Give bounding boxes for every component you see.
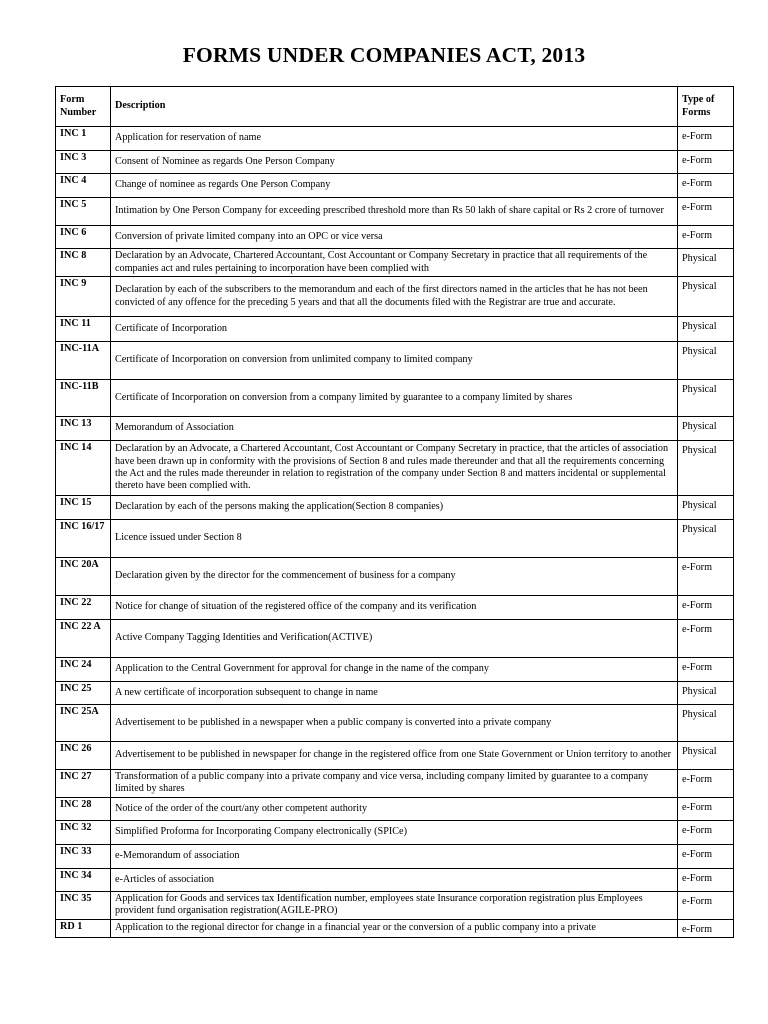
form-type-cell: e-Form: [678, 868, 734, 891]
form-number-cell: INC 6: [56, 226, 111, 249]
table-row: [56, 658, 734, 682]
form-type-cell: e-Form: [678, 891, 734, 919]
form-number-cell: INC 15: [56, 496, 111, 520]
form-number-cell: INC 34: [56, 868, 111, 891]
description-cell: Advertisement to be published in newspaper for change in the registered office from one State Government or Union territory to another: [111, 742, 678, 770]
table-row: [56, 174, 734, 198]
form-number-cell: INC 24: [56, 658, 111, 682]
description-cell: Declaration by each of the subscribers to the memorandum and each of the first directors named in the articles that he has not been convicted of any offence for the preceding 5 years and that all the documents filed with the Registrar are true and accurate.: [111, 277, 678, 317]
form-type-cell: e-Form: [678, 596, 734, 620]
form-number-cell: INC 3: [56, 151, 111, 174]
description-cell: Application to the regional director for change in a financial year or the conversion of a public company into a private: [111, 919, 678, 937]
description-cell: Certificate of Incorporation on conversion from a company limited by guarantee to a company limited by shares: [111, 380, 678, 417]
table-row: [56, 891, 734, 919]
description-cell: Application to the Central Government for approval for change in the name of the company: [111, 658, 678, 682]
form-type-cell: e-Form: [678, 919, 734, 937]
form-type-cell: Physical: [678, 380, 734, 417]
header-type: Type of Forms: [678, 87, 734, 127]
table-row: [56, 151, 734, 174]
table-row: [56, 596, 734, 620]
description-cell: Application for Goods and services tax Identification number, employees state Insurance corporation registration plus Employees provident fund organisation registration(AGILE-PRO): [111, 891, 678, 919]
form-type-cell: e-Form: [678, 174, 734, 198]
description-cell: Simplified Proforma for Incorporating Company electronically (SPICe): [111, 820, 678, 844]
table-row: [56, 441, 734, 496]
table-row: [56, 198, 734, 226]
form-number-cell: INC 5: [56, 198, 111, 226]
description-cell: Notice for change of situation of the registered office of the company and its verification: [111, 596, 678, 620]
page-title: FORMS UNDER COMPANIES ACT, 2013: [182, 43, 586, 67]
form-type-cell: e-Form: [678, 127, 734, 151]
form-number-cell: INC 28: [56, 797, 111, 820]
form-number-cell: INC 13: [56, 417, 111, 441]
table-row: [56, 558, 734, 596]
form-number-cell: INC 25: [56, 682, 111, 705]
form-number-cell: INC 20A: [56, 558, 111, 596]
forms-table: [55, 86, 734, 938]
description-cell: Licence issued under Section 8: [111, 520, 678, 558]
description-cell: A new certificate of incorporation subsequent to change in name: [111, 682, 678, 705]
description-cell: Conversion of private limited company into an OPC or vice versa: [111, 226, 678, 249]
form-type-cell: e-Form: [678, 770, 734, 798]
description-cell: Certificate of Incorporation: [111, 317, 678, 342]
form-type-cell: Physical: [678, 682, 734, 705]
table-row: [56, 742, 734, 770]
table-body: [56, 127, 734, 938]
description-cell: Consent of Nominee as regards One Person Company: [111, 151, 678, 174]
form-type-cell: e-Form: [678, 151, 734, 174]
table-row: [56, 682, 734, 705]
form-type-cell: e-Form: [678, 844, 734, 868]
form-number-cell: INC 9: [56, 277, 111, 317]
table-row: [56, 226, 734, 249]
description-cell: Notice of the order of the court/any other competent authority: [111, 797, 678, 820]
table-row: [56, 417, 734, 441]
description-cell: Transformation of a public company into a private company and vice versa, including company limited by guarantee to a company limited by shares: [111, 770, 678, 798]
table-row: [56, 820, 734, 844]
form-type-cell: Physical: [678, 441, 734, 496]
header-description: Description: [111, 87, 678, 127]
form-type-cell: Physical: [678, 705, 734, 742]
table-row: [56, 277, 734, 317]
form-type-cell: e-Form: [678, 820, 734, 844]
table-header-row: [56, 87, 734, 127]
form-type-cell: e-Form: [678, 797, 734, 820]
form-type-cell: Physical: [678, 520, 734, 558]
table-row: [56, 520, 734, 558]
description-cell: Application for reservation of name: [111, 127, 678, 151]
form-number-cell: INC 26: [56, 742, 111, 770]
description-cell: Memorandum of Association: [111, 417, 678, 441]
description-cell: Declaration given by the director for the commencement of business for a company: [111, 558, 678, 596]
form-number-cell: INC 32: [56, 820, 111, 844]
table-row: [56, 705, 734, 742]
table-row: [56, 868, 734, 891]
form-number-cell: INC 1: [56, 127, 111, 151]
form-type-cell: e-Form: [678, 620, 734, 658]
table-row: [56, 342, 734, 380]
form-type-cell: e-Form: [678, 198, 734, 226]
description-cell: Active Company Tagging Identities and Verification(ACTIVE): [111, 620, 678, 658]
form-number-cell: INC 8: [56, 249, 111, 277]
form-number-cell: INC 33: [56, 844, 111, 868]
table-row: [56, 380, 734, 417]
form-type-cell: Physical: [678, 342, 734, 380]
table-row: [56, 317, 734, 342]
form-number-cell: INC 25A: [56, 705, 111, 742]
form-number-cell: INC 4: [56, 174, 111, 198]
form-number-cell: INC 11: [56, 317, 111, 342]
description-cell: Certificate of Incorporation on conversion from unlimited company to limited company: [111, 342, 678, 380]
form-number-cell: INC-11B: [56, 380, 111, 417]
form-type-cell: e-Form: [678, 558, 734, 596]
form-number-cell: INC 22 A: [56, 620, 111, 658]
table-row: [56, 919, 734, 937]
description-cell: e-Memorandum of association: [111, 844, 678, 868]
table-row: [56, 496, 734, 520]
form-number-cell: INC 16/17: [56, 520, 111, 558]
form-type-cell: Physical: [678, 277, 734, 317]
form-type-cell: Physical: [678, 496, 734, 520]
form-number-cell: INC 27: [56, 770, 111, 798]
form-number-cell: INC 14: [56, 441, 111, 496]
description-cell: Intimation by One Person Company for exceeding prescribed threshold more than Rs 50 lakh of share capital or Rs 2 crore of turnover: [111, 198, 678, 226]
header-form-number: Form Number: [56, 87, 111, 127]
form-type-cell: Physical: [678, 742, 734, 770]
form-type-cell: Physical: [678, 249, 734, 277]
table-row: [56, 249, 734, 277]
description-cell: Change of nominee as regards One Person Company: [111, 174, 678, 198]
table-row: [56, 127, 734, 151]
form-number-cell: RD 1: [56, 919, 111, 937]
form-type-cell: Physical: [678, 417, 734, 441]
table-row: [56, 620, 734, 658]
form-type-cell: e-Form: [678, 658, 734, 682]
description-cell: Declaration by an Advocate, a Chartered Accountant, Cost Accountant or Company Secretary in practice, that the articles of association have been drawn up in conformity with the provisions of Section 8 and rules made thereunder and that all the requirements concerning the Act and the rules made thereunder in relation to registration of the company under Section 8 and matters incidental or supplemental thereto have been complied with.: [111, 441, 678, 496]
description-cell: e-Articles of association: [111, 868, 678, 891]
description-cell: Declaration by an Advocate, Chartered Accountant, Cost Accountant or Company Secretary in practice that all requirements of the companies act and rules pertaining to incorporation have been complied with: [111, 249, 678, 277]
form-number-cell: INC-11A: [56, 342, 111, 380]
form-number-cell: INC 22: [56, 596, 111, 620]
table-row: [56, 844, 734, 868]
table-row: [56, 770, 734, 798]
description-cell: Declaration by each of the persons making the application(Section 8 companies): [111, 496, 678, 520]
description-cell: Advertisement to be published in a newspaper when a public company is converted into a private company: [111, 705, 678, 742]
table-row: [56, 797, 734, 820]
form-number-cell: INC 35: [56, 891, 111, 919]
form-type-cell: e-Form: [678, 226, 734, 249]
form-type-cell: Physical: [678, 317, 734, 342]
